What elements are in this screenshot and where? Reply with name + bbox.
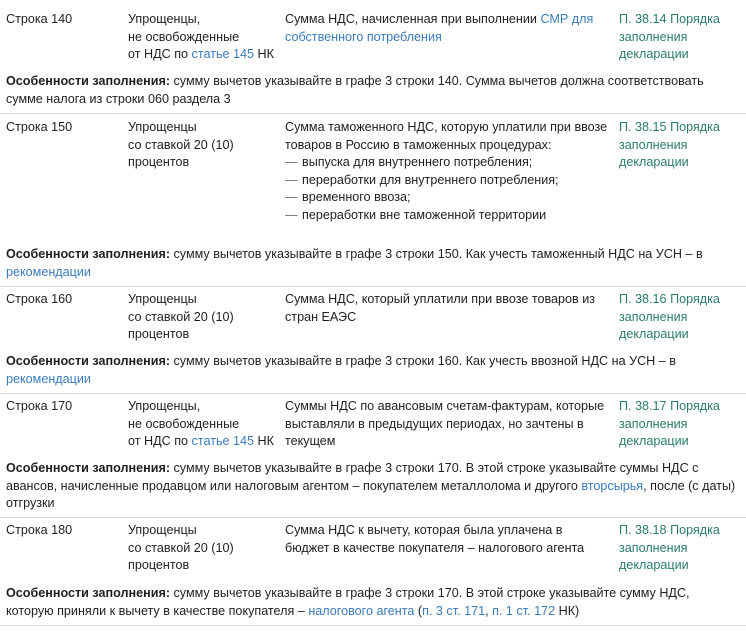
dash-marker: — bbox=[285, 172, 298, 187]
reference-text: декларации bbox=[619, 434, 689, 449]
list-item bbox=[285, 154, 610, 172]
description-cell: Сумма НДС к вычету, которая была уплачена в бюджет в качестве покупателя – налогового агента bbox=[285, 523, 585, 555]
note-text: сумму вычетов указывайте в графе 3 строки 140. Сумма вычетов должна соответствовать сумме налога из строки 060 раздела 3 bbox=[6, 74, 704, 106]
description-cell: Сумма НДС, который уплатили при ввозе товаров из стран ЕАЭС bbox=[285, 292, 596, 324]
reference-text: заполнения bbox=[619, 29, 688, 44]
taxpayer-text: со ставкой 20 (10) bbox=[128, 540, 234, 555]
taxpayer-text: процентов bbox=[128, 155, 190, 170]
taxpayer-text: от НДС по bbox=[128, 47, 192, 62]
divider bbox=[0, 113, 746, 114]
reference-text: заполнения bbox=[619, 416, 688, 431]
list-item-text: временного ввоза; bbox=[302, 190, 411, 205]
divider bbox=[0, 517, 746, 518]
description-text: Сумма НДС, начисленная при выполнении bbox=[285, 12, 541, 26]
list-item bbox=[285, 172, 610, 190]
description-cell: Суммы НДС по авансовым счетам-фактурам, которые выставляли в предыдущих периодах, но зачтены в текущем bbox=[285, 399, 605, 449]
note-label: Особенности заполнения: bbox=[6, 74, 171, 88]
reference-link[interactable] bbox=[619, 291, 744, 344]
description-text: Сумма таможенного НДС, которую уплатили при ввозе товаров в Россию в таможенных процедурах: bbox=[285, 120, 608, 152]
note-text: сумму вычетов указывайте в графе 3 строки 160. Как учесть ввозной НДС на УСН – в bbox=[170, 354, 676, 368]
reference-link[interactable] bbox=[619, 119, 744, 172]
dash-marker: — bbox=[285, 190, 298, 205]
note-text: , после (с даты) отгрузки bbox=[6, 478, 736, 511]
taxpayer-text: НК bbox=[254, 47, 274, 62]
list-item-text: переработки для внутреннего потребления; bbox=[302, 172, 559, 187]
reference-link[interactable] bbox=[619, 522, 744, 575]
taxpayer-text: не освобожденные bbox=[128, 29, 240, 44]
reference-text: декларации bbox=[619, 327, 689, 342]
taxpayer-text: Упрощенцы bbox=[128, 292, 197, 306]
taxpayer-cell bbox=[128, 398, 278, 451]
taxpayer-text: НК bbox=[254, 434, 274, 449]
list-item bbox=[285, 207, 610, 225]
taxpayer-text: не освобожденные bbox=[128, 416, 240, 431]
tax-agent-link[interactable]: налогового агента bbox=[308, 603, 415, 618]
taxpayer-text: со ставкой 20 (10) bbox=[128, 309, 234, 324]
note-text: ( bbox=[414, 603, 423, 618]
list-item-text: выпуска для внутреннего потребления; bbox=[302, 155, 533, 170]
reference-text: П. 38.18 Порядка bbox=[619, 523, 720, 537]
line-number: Строка 160 bbox=[6, 292, 73, 306]
reference-text: декларации bbox=[619, 558, 689, 573]
reference-link[interactable] bbox=[619, 398, 744, 451]
filling-note-140 bbox=[6, 73, 740, 108]
taxpayer-text: Упрощенцы bbox=[128, 523, 197, 537]
filling-note-170 bbox=[6, 460, 740, 513]
line-number: Строка 180 bbox=[6, 523, 73, 537]
note-label: Особенности заполнения: bbox=[6, 586, 171, 600]
note-text: сумму вычетов указывайте в графе 3 строки 150. Как учесть таможенный НДС на УСН – в bbox=[170, 247, 703, 261]
note-text: сумму вычетов указывайте в графе 3 строки 170. В этой строке указывайте суммы НДС с авансов, начисленные продавцом или налоговым агентом – покупателем металлолома и другого bbox=[6, 461, 699, 493]
taxpayer-text: Упрощенцы, bbox=[128, 12, 201, 26]
taxpayer-text: Упрощенцы, bbox=[128, 399, 201, 413]
divider bbox=[0, 286, 746, 287]
taxpayer-text: Упрощенцы bbox=[128, 120, 197, 134]
dash-marker: — bbox=[285, 155, 298, 170]
recyclables-link[interactable]: вторсырья bbox=[581, 478, 644, 493]
note-text: , bbox=[485, 603, 493, 618]
recommendation-link[interactable]: рекомендации bbox=[6, 371, 91, 386]
filling-note-150 bbox=[6, 246, 740, 281]
taxpayer-cell bbox=[128, 11, 278, 64]
taxpayer-text: процентов bbox=[128, 558, 190, 573]
recommendation-link[interactable]: рекомендации bbox=[6, 264, 91, 279]
line-number: Строка 140 bbox=[6, 12, 73, 26]
taxpayer-cell bbox=[128, 119, 278, 172]
reference-text: заполнения bbox=[619, 309, 688, 324]
reference-link[interactable] bbox=[619, 11, 744, 64]
reference-text: декларации bbox=[619, 47, 689, 62]
list-item bbox=[285, 189, 610, 207]
taxpayer-cell bbox=[128, 291, 278, 344]
description-cell bbox=[285, 119, 610, 225]
reference-text: заполнения bbox=[619, 137, 688, 152]
reference-text: П. 38.16 Порядка bbox=[619, 292, 720, 306]
taxpayer-text: со ставкой 20 (10) bbox=[128, 137, 234, 152]
reference-text: П. 38.14 Порядка bbox=[619, 12, 720, 26]
reference-text: П. 38.15 Порядка bbox=[619, 120, 720, 134]
filling-note-160 bbox=[6, 353, 740, 388]
reference-text: заполнения bbox=[619, 540, 688, 555]
taxpayer-text: процентов bbox=[128, 327, 190, 342]
article-172-link[interactable]: п. 1 ст. 172 bbox=[492, 603, 556, 618]
note-text: НК) bbox=[555, 603, 580, 618]
taxpayer-cell bbox=[128, 522, 278, 575]
smr-link[interactable]: СМР для собственного потребления bbox=[285, 12, 594, 44]
dash-marker: — bbox=[285, 207, 298, 222]
article-145-link[interactable]: статье 145 bbox=[191, 47, 255, 62]
description-cell bbox=[285, 11, 610, 46]
note-label: Особенности заполнения: bbox=[6, 461, 171, 475]
list-item-text: переработки вне таможенной территории bbox=[302, 207, 547, 222]
line-number: Строка 150 bbox=[6, 120, 73, 134]
note-label: Особенности заполнения: bbox=[6, 247, 171, 261]
procedure-list bbox=[285, 154, 610, 224]
reference-text: П. 38.17 Порядка bbox=[619, 399, 720, 413]
divider bbox=[0, 625, 746, 626]
reference-text: декларации bbox=[619, 155, 689, 170]
note-label: Особенности заполнения: bbox=[6, 354, 171, 368]
filling-note-180 bbox=[6, 585, 740, 620]
article-145-link[interactable]: статье 145 bbox=[191, 434, 255, 449]
note-text: сумму вычетов указывайте в графе 3 строки 170. В этой строке указывайте сумму НДС, которую приняли к вычету в качестве покупателя – bbox=[6, 586, 690, 618]
taxpayer-text: от НДС по bbox=[128, 434, 192, 449]
divider bbox=[0, 393, 746, 394]
line-number: Строка 170 bbox=[6, 399, 73, 413]
article-171-link[interactable]: п. 3 ст. 171 bbox=[422, 603, 486, 618]
